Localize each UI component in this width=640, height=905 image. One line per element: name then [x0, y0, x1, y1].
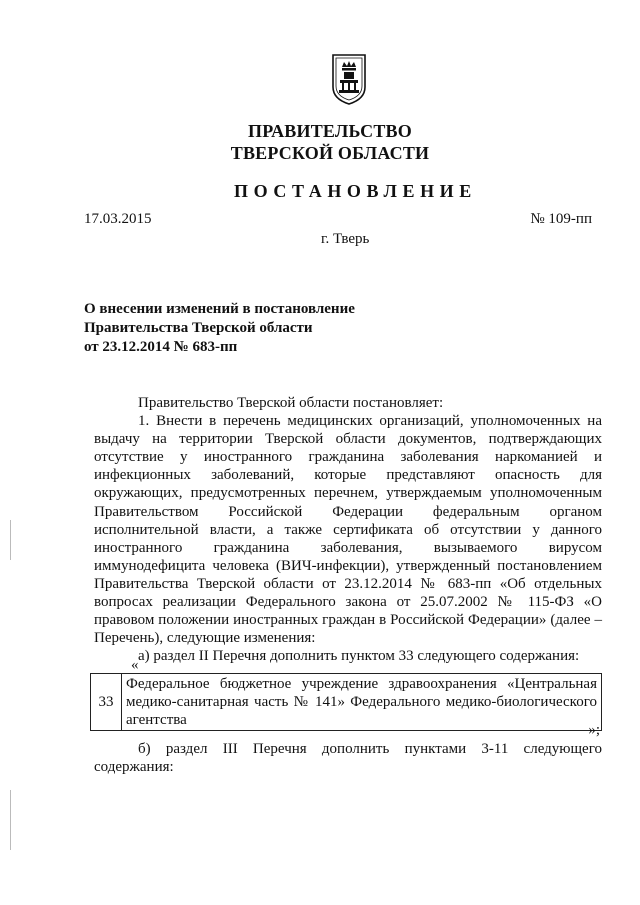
document-number: № 109-пп	[530, 211, 592, 227]
item-1-paragraph: 1. Внести в перечень медицинских организаций, уполномоченных на выдачу на территории Тверской области документов, подтверждающих отсутствие у иностранного гражданина заболевания наркоманией и инфекционных заболеваний, которые представляют опасность для окружающих, предусмотренных перечнем, утверждаемым уполномоченным Правительством Российской Федерации федеральным органом исполнительной власти, а также сертификата об отсутствии у данного иностранного гражданина заболевания, вызываемого вирусом иммунодефицита человека (ВИЧ-инфекции), утвержденный постановлением Правительства Тверской области от 23.12.2014 № 683-пп «Об отдельных вопросах реализации Федерального закона от 25.07.2002 № 115-ФЗ «О правовом положении иностранных граждан в Российской Федерации» (далее – Перечень), следующие изменения:	[94, 413, 602, 647]
document-city: г. Тверь	[321, 231, 370, 247]
scan-edge-mark	[10, 790, 11, 850]
subject-line: Правительства Тверской области	[84, 320, 313, 336]
document-body	[94, 394, 602, 665]
table-row	[91, 674, 602, 731]
opening-quote: «	[131, 657, 139, 673]
document-body-continued	[94, 740, 602, 776]
item-number-cell: 33	[91, 674, 122, 731]
coat-of-arms-emblem	[330, 53, 368, 105]
subject-line: О внесении изменений в постановление	[84, 301, 355, 317]
organization-name-line2: ТВЕРСКОЙ ОБЛАСТИ	[230, 143, 430, 163]
item-text-cell: Федеральное бюджетное учреждение здравоохранения «Центральная медико-санитарная часть № 141» Федерального медико-биологического агентства	[122, 674, 602, 731]
inserted-item-table	[90, 673, 602, 731]
organization-name-line1: ПРАВИТЕЛЬСТВО	[248, 121, 412, 141]
subject-line: от 23.12.2014 № 683-пп	[84, 339, 238, 355]
document-date: 17.03.2015	[84, 211, 152, 227]
closing-quote: »;	[588, 722, 600, 738]
scan-edge-mark	[10, 520, 11, 560]
item-b-paragraph: б) раздел III Перечня дополнить пунктами 3-11 следующего содержания:	[94, 741, 602, 776]
intro-paragraph: Правительство Тверской области постановляет:	[138, 395, 444, 411]
item-a-paragraph: а) раздел II Перечня дополнить пунктом 33 следующего содержания:	[138, 648, 580, 665]
document-subject	[84, 300, 355, 357]
document-type-title: ПОСТАНОВЛЕНИЕ	[234, 181, 477, 201]
